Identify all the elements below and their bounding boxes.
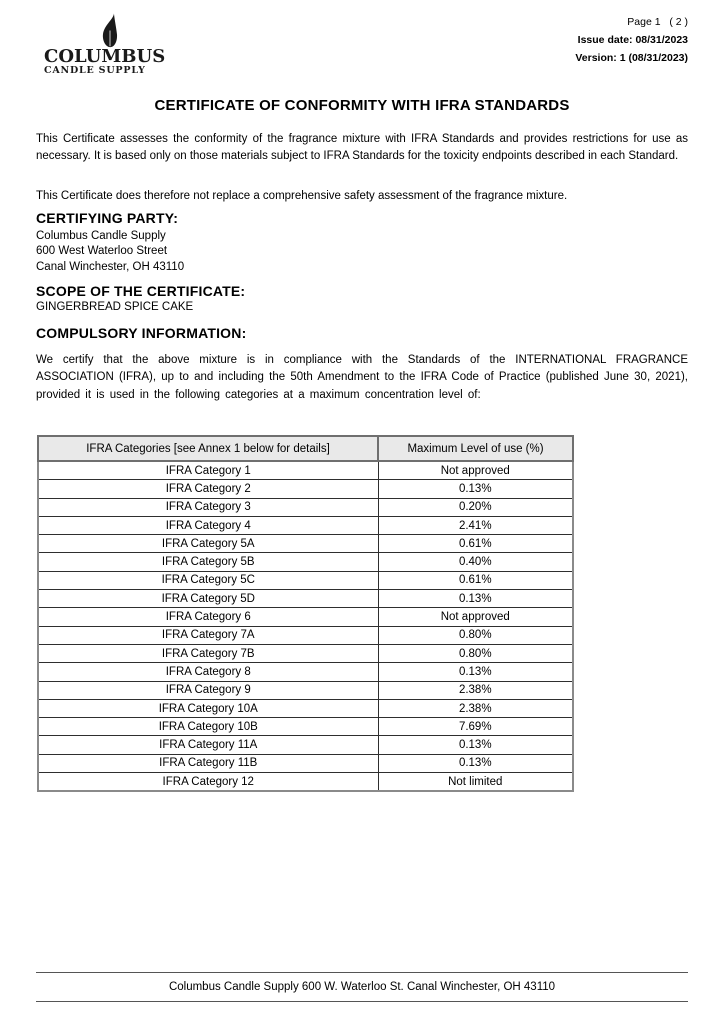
page-number: Page 1 ( 2 ) [627, 16, 688, 28]
table-row [38, 535, 573, 553]
table-row [38, 718, 573, 736]
table-row [38, 590, 573, 608]
certifying-party-heading: CERTIFYING PARTY: [36, 210, 179, 226]
intro-paragraph-1: This Certificate assesses the conformity of the fragrance mixture with IFRA Standards and provides restrictions for use as necessary. It is based only on those materials subject to IFRA Standards for the toxicity endpoints described in each Standard. [36, 133, 688, 163]
flame-icon [96, 13, 124, 48]
table-row [38, 626, 573, 644]
certifying-party-address [36, 229, 184, 275]
level-cell: 0.40% [378, 553, 573, 571]
category-cell: IFRA Category 5C [38, 571, 378, 589]
category-cell: IFRA Category 7A [38, 626, 378, 644]
column-header-categories: IFRA Categories [see Annex 1 below for details] [38, 436, 378, 461]
level-cell: Not approved [378, 608, 573, 626]
table-row [38, 571, 573, 589]
table-row [38, 736, 573, 754]
table-row [38, 480, 573, 498]
table-row [38, 461, 573, 480]
footer-address: Columbus Candle Supply 600 W. Waterloo St. Canal Winchester, OH 43110 [36, 972, 688, 1002]
logo-company-subname: CANDLE SUPPLY [44, 65, 146, 76]
scope-value: GINGERBREAD SPICE CAKE [36, 301, 194, 313]
table-row [38, 699, 573, 717]
address-line-city: Canal Winchester, OH 43110 [36, 260, 185, 273]
ifra-categories-table [37, 435, 574, 792]
issue-date: Issue date: 08/31/2023 [577, 34, 688, 46]
table-row [38, 553, 573, 571]
category-cell: IFRA Category 1 [38, 461, 378, 480]
category-cell: IFRA Category 10B [38, 718, 378, 736]
intro-paragraph-2: This Certificate does therefore not replace a comprehensive safety assessment of the fragrance mixture. [36, 190, 568, 202]
level-cell: 0.20% [378, 498, 573, 516]
page-info [575, 13, 688, 67]
table-row [38, 773, 573, 792]
category-cell: IFRA Category 10A [38, 699, 378, 717]
level-cell: Not approved [378, 461, 573, 480]
category-cell: IFRA Category 11B [38, 754, 378, 772]
category-cell: IFRA Category 5D [38, 590, 378, 608]
compulsory-paragraph: We certify that the above mixture is in compliance with the Standards of the INTERNATIONAL FRAGRANCE ASSOCIATION (IFRA), up to and including the 50th Amendment to the IFRA Code of Practice (published June 30, 2021), provided it is used in the following categories at a maximum concentration level of: [36, 354, 688, 401]
scope-heading: SCOPE OF THE CERTIFICATE: [36, 283, 246, 299]
level-cell: 0.80% [378, 644, 573, 662]
level-cell: 0.13% [378, 590, 573, 608]
level-cell: 0.80% [378, 626, 573, 644]
table-row [38, 681, 573, 699]
category-cell: IFRA Category 3 [38, 498, 378, 516]
table-row [38, 608, 573, 626]
table-row [38, 754, 573, 772]
category-cell: IFRA Category 6 [38, 608, 378, 626]
category-cell: IFRA Category 7B [38, 644, 378, 662]
category-cell: IFRA Category 5B [38, 553, 378, 571]
table-row [38, 663, 573, 681]
category-cell: IFRA Category 2 [38, 480, 378, 498]
table-row [38, 516, 573, 534]
table-row [38, 644, 573, 662]
table-row [38, 498, 573, 516]
document-title: CERTIFICATE OF CONFORMITY WITH IFRA STANDARDS [154, 97, 570, 114]
level-cell: Not limited [378, 773, 573, 792]
level-cell: 0.61% [378, 535, 573, 553]
level-cell: 7.69% [378, 718, 573, 736]
table-header-row [38, 436, 573, 461]
level-cell: 0.13% [378, 736, 573, 754]
category-cell: IFRA Category 5A [38, 535, 378, 553]
category-cell: IFRA Category 12 [38, 773, 378, 792]
column-header-max-level: Maximum Level of use (%) [378, 436, 573, 461]
address-line-company: Columbus Candle Supply [36, 230, 166, 242]
level-cell: 0.61% [378, 571, 573, 589]
category-cell: IFRA Category 11A [38, 736, 378, 754]
category-cell: IFRA Category 4 [38, 516, 378, 534]
level-cell: 2.38% [378, 681, 573, 699]
level-cell: 2.38% [378, 699, 573, 717]
category-cell: IFRA Category 8 [38, 663, 378, 681]
category-cell: IFRA Category 9 [38, 681, 378, 699]
compulsory-heading: COMPULSORY INFORMATION: [36, 325, 247, 341]
level-cell: 0.13% [378, 754, 573, 772]
address-line-street: 600 West Waterloo Street [36, 245, 168, 258]
logo-company-name: COLUMBUS [44, 46, 166, 67]
version: Version: 1 (08/31/2023) [575, 52, 688, 64]
level-cell: 2.41% [378, 516, 573, 534]
level-cell: 0.13% [378, 663, 573, 681]
level-cell: 0.13% [378, 480, 573, 498]
